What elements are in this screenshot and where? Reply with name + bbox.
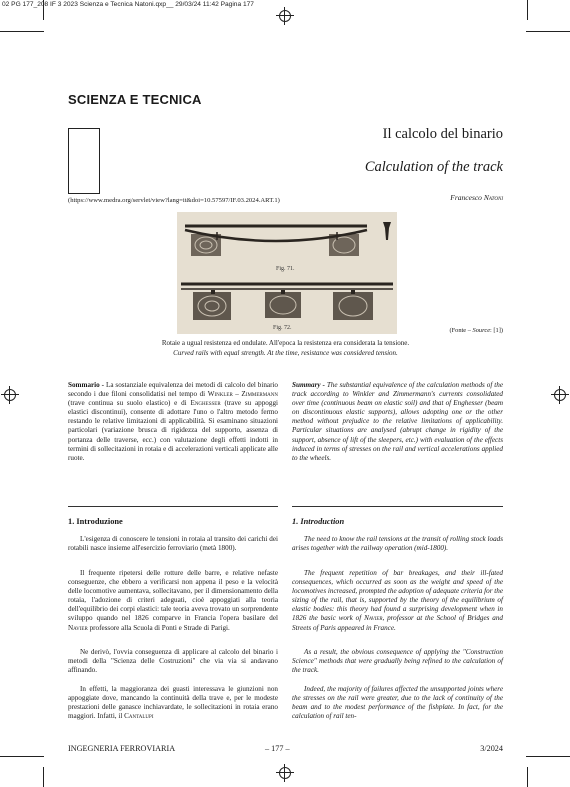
figure-label-71: Fig. 71. bbox=[276, 266, 295, 272]
registration-mark bbox=[279, 767, 291, 779]
intro-en bbox=[292, 517, 503, 526]
crop-mark bbox=[43, 767, 44, 787]
footer-page-number: – 177 – bbox=[265, 744, 290, 753]
author-name-winkler: Winkler – Zimmermann bbox=[207, 390, 279, 399]
footer-issue: 3/2024 bbox=[480, 744, 503, 753]
figure-label-72: Fig. 72. bbox=[273, 325, 292, 331]
registration-mark bbox=[4, 389, 16, 401]
footer-journal: INGEGNERIA FERROVIARIA bbox=[68, 744, 176, 753]
crop-mark bbox=[526, 31, 570, 32]
intro-it-heading: 1. Introduzione bbox=[68, 517, 123, 526]
author-name-enghesser: Enghesser bbox=[190, 399, 221, 408]
registration-mark bbox=[554, 389, 566, 401]
abstract-en-lead: Summary - bbox=[292, 381, 325, 389]
author-first-name: Francesco bbox=[450, 193, 482, 202]
intro-it bbox=[68, 517, 278, 526]
intro-en-p1: The need to know the rail tensions at the transit of rolling stock loads arises together with the railway operation (mid-1800). bbox=[292, 535, 503, 553]
author-last-name: Natoni bbox=[483, 193, 503, 202]
figure-caption-it: Rotaie a ugual resistenza ed ondulate. All'epoca la resistenza era considerata la tensione. bbox=[161, 339, 410, 347]
crop-mark bbox=[527, 0, 528, 20]
registration-mark bbox=[279, 10, 291, 22]
figure-illustration bbox=[177, 212, 397, 334]
intro-it-p4: In effetti, la maggioranza dei guasti interessava le giunzioni non appoggiate dove, mancando la continuità della trave e, per le modeste prestazioni delle ganasce inchiavardate, le sollecitazioni in rotaia erano maggiori. Infatti, il Cantalupi bbox=[68, 685, 278, 721]
title-frame bbox=[68, 128, 100, 194]
crop-mark bbox=[0, 756, 44, 757]
author bbox=[450, 193, 503, 202]
author-name-navier-en: Navier bbox=[364, 614, 383, 623]
crop-mark bbox=[527, 767, 528, 787]
article-title-en: Calculation of the track bbox=[364, 159, 503, 175]
figure-caption-en: Curved rails with equal strength. At the time, resistance was considered tension. bbox=[173, 349, 398, 357]
source-label: Source bbox=[472, 327, 491, 334]
intro-it-p3: Ne derivò, l'ovvia conseguenza di applicare al calcolo del binario i metodi della "Scienza delle Costruzioni" che via via si andavano affinando. bbox=[68, 648, 278, 675]
figure-rails bbox=[177, 212, 397, 334]
author-name-cantalupi: Cantalupi bbox=[124, 712, 154, 721]
abstract-it: Sommario - La sostanziale equivalenza dei metodi di calcolo del binario secondo i due filoni consolidatisi nel tempo di Winkler – Zimmermann (trave continua su suolo elastico) e di Enghesser (trave su appoggi elastici discontinui), consente di adottare l'uno o l'altro metodo fermo restando le relative limitazioni di applicabilità. Si esaminano situazioni particolari (variazione brusca di rigidezza del supporto, assenza di portanza delle traverse, ecc.) con valutazione degli effetti indotti in termini di sollecitazioni in rotaia e di accelerazioni verticali applicate alle ruote. bbox=[68, 381, 279, 462]
abstract-it-lead: Sommario - bbox=[68, 381, 105, 389]
intro-en-p3: As a result, the obvious consequence of applying the "Construction Science" methods that were gradually being refined to the calculation of the track. bbox=[292, 648, 503, 675]
intro-it-p1: L'esigenza di conoscere le tensioni in rotaia al transito dei carichi dei rotabili nasce insieme all'esercizio ferroviario (metà 1800). bbox=[68, 535, 278, 553]
doi-link[interactable]: (https://www.medra.org/servlet/view?lang=it&doi=10.57597/IF.03.2024.ART.1) bbox=[68, 197, 280, 204]
figure-source: (Fonte – Source: [1]) bbox=[449, 327, 503, 334]
article-title-it: Il calcolo del binario bbox=[382, 126, 503, 142]
intro-en-heading: 1. Introduction bbox=[292, 517, 345, 526]
intro-en-p4: Indeed, the majority of failures affected the unsupported joints where the stresses on the rail were greater, due to the lack of continuity of the beam and to the modest performance of the fishplate. In fact, for the calculation of rail ten- bbox=[292, 685, 503, 721]
crop-mark bbox=[0, 31, 44, 32]
print-slug: 02 PG 177_208 IF 3 2023 Scienza e Tecnica Natoni.qxp__ 29/03/24 11:42 Pagina 177 bbox=[2, 1, 254, 8]
abstract-en: Summary - The substantial equivalence of the calculation methods of the track according to Winkler and Zimmermann's currents consolidated over time (continuous beam on elastic soil) and that of Enghesser (beam on discontinuous elastic supports), allows adopting one or the other method without prejudice to the relative limitations of applicability. Particular situations are analysed (abrupt change in rigidity of the support, absence of lift of the sleepers, etc.) with evaluation of the effects induced in terms of stresses on the rail and vertical accelerations applied to the wheels. bbox=[292, 381, 503, 462]
intro-en-p2: The frequent repetition of bar breakages, and their ill-fated consequences, which occurred as soon as the weight and speed of the locomotives increased, prompted the adoption of adequate criteria for the sizing of the rail, that is, supported by the theory of the equilibrium of elastic bodies: this theory had found a surprising development when in 1826 the basic work of Navier, professor at the School of Bridges and Streets of Paris appeared in France. bbox=[292, 569, 503, 632]
intro-it-p2: Il frequente ripetersi delle rotture delle barre, e relative nefaste conseguenze, che ebbero a verificarsi non appena il peso e la velocità delle locomotive aumentava, sollecitavano, per il dimensionamento della rotaia, l'adozione di criteri adeguati, cioè appoggiati alla teoria dell'equilibrio dei corpi elastici: tale teoria aveva trovato un sorprendente sviluppo quando nel 1826 comparve in Francia l'opera basilare del Navier professore alla Scuola di Ponti e Strade di Parigi. bbox=[68, 569, 278, 632]
author-name-navier: Navier bbox=[68, 623, 88, 632]
crop-mark bbox=[526, 756, 570, 757]
divider bbox=[292, 506, 503, 507]
divider bbox=[68, 506, 278, 507]
section-title: SCIENZA E TECNICA bbox=[68, 92, 202, 107]
